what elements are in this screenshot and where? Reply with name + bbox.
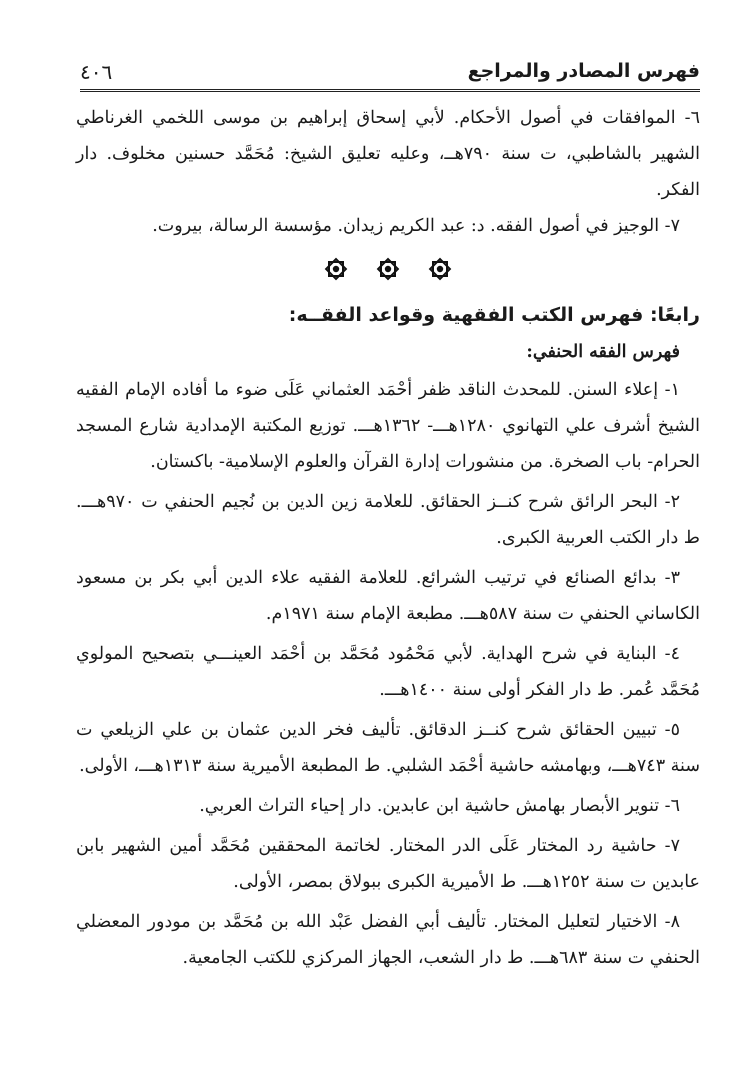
reference-entry: ٨- الاختيار لتعليل المختار. تأليف أبي الفضل عَبْد الله بن مُحَمَّد بن مودور المعضلي الحنفي ت سنة ٦٨٣هـــ. ط دار الشعب، الجهاز المركزي للكتب الجامعية. <box>76 912 700 968</box>
page-body <box>76 100 700 980</box>
sub-heading: فهرس الفقه الحنفي: <box>526 342 680 362</box>
section-heading: رابعًا: فهرس الكتب الفقهية وقواعد الفقــه: <box>288 304 700 326</box>
reference-entry: ٣- بدائع الصنائع في ترتيب الشرائع. للعلامة الفقيه علاء الدين أبي بكر بن مسعود الكاساني الحنفي ت سنة ٥٨٧هـــ. مطبعة الإمام سنة ١٩٧١م. <box>76 568 700 624</box>
ornament-divider <box>76 256 700 282</box>
reference-entry: ٧- الوجيز في أصول الفقه. د: عبد الكريم زيدان. مؤسسة الرسالة، بيروت. <box>152 216 680 236</box>
reference-entry: ٦- تنوير الأبصار بهامش حاشية ابن عابدين. دار إحياء التراث العربي. <box>199 796 680 816</box>
header-divider <box>80 89 700 92</box>
star-ornament-icon <box>375 256 401 282</box>
reference-entry: ٧- حاشية رد المختار عَلَى الدر المختار. لخاتمة المحققين مُحَمَّد أمين الشهير بابن عابدين ت سنة ١٢٥٢هـــ. ط الأميرية الكبرى ببولاق بمصر، الأولى. <box>76 836 700 892</box>
page-number: ٤٠٦ <box>80 60 113 84</box>
star-ornament-icon <box>427 256 453 282</box>
page-header <box>80 58 700 92</box>
running-title: فهرس المصادر والمراجع <box>467 60 700 82</box>
reference-entry: ٥- تبيين الحقائق شرح كنــز الدقائق. تأليف فخر الدين عثمان بن علي الزيلعي ت سنة ٧٤٣هـــ، وبهامشه حاشية أحْمَد الشلبي. ط المطبعة الأميرية سنة ١٣١٣هـــ، الأولى. <box>76 720 700 776</box>
reference-entry: ٢- البحر الرائق شرح كنــز الحقائق. للعلامة زين الدين بن نُجيم الحنفي ت ٩٧٠هـــ. ط دار الكتب العربية الكبرى. <box>76 492 700 548</box>
reference-entry: ١- إعلاء السنن. للمحدث الناقد ظفر أحْمَد العثماني عَلَى ضوء ما أفاده الإمام الفقيه الشيخ أشرف علي التهانوي ١٢٨٠هـــ- ١٣٦٢هـــ. توزيع المكتبة الإمدادية شارع المسجد الحرام- باب الصخرة. من منشورات إدارة القرآن والعلوم الإسلامية- باكستان. <box>76 380 700 472</box>
reference-entry: ٦- الموافقات في أصول الأحكام. لأبي إسحاق إبراهيم بن موسى اللخمي الغرناطي الشهير بالشاطبي، ت سنة ٧٩٠هــ، وعليه تعليق الشيخ: مُحَمَّد حسنين مخلوف. دار الفكر. <box>76 108 700 200</box>
star-ornament-icon <box>323 256 349 282</box>
reference-entry: ٤- البناية في شرح الهداية. لأبي مَحْمُود مُحَمَّد بن أحْمَد العينـــي بتصحيح المولوي مُحَمَّد عُمر. ط دار الفكر أولى سنة ١٤٠٠هـــ. <box>76 644 700 700</box>
